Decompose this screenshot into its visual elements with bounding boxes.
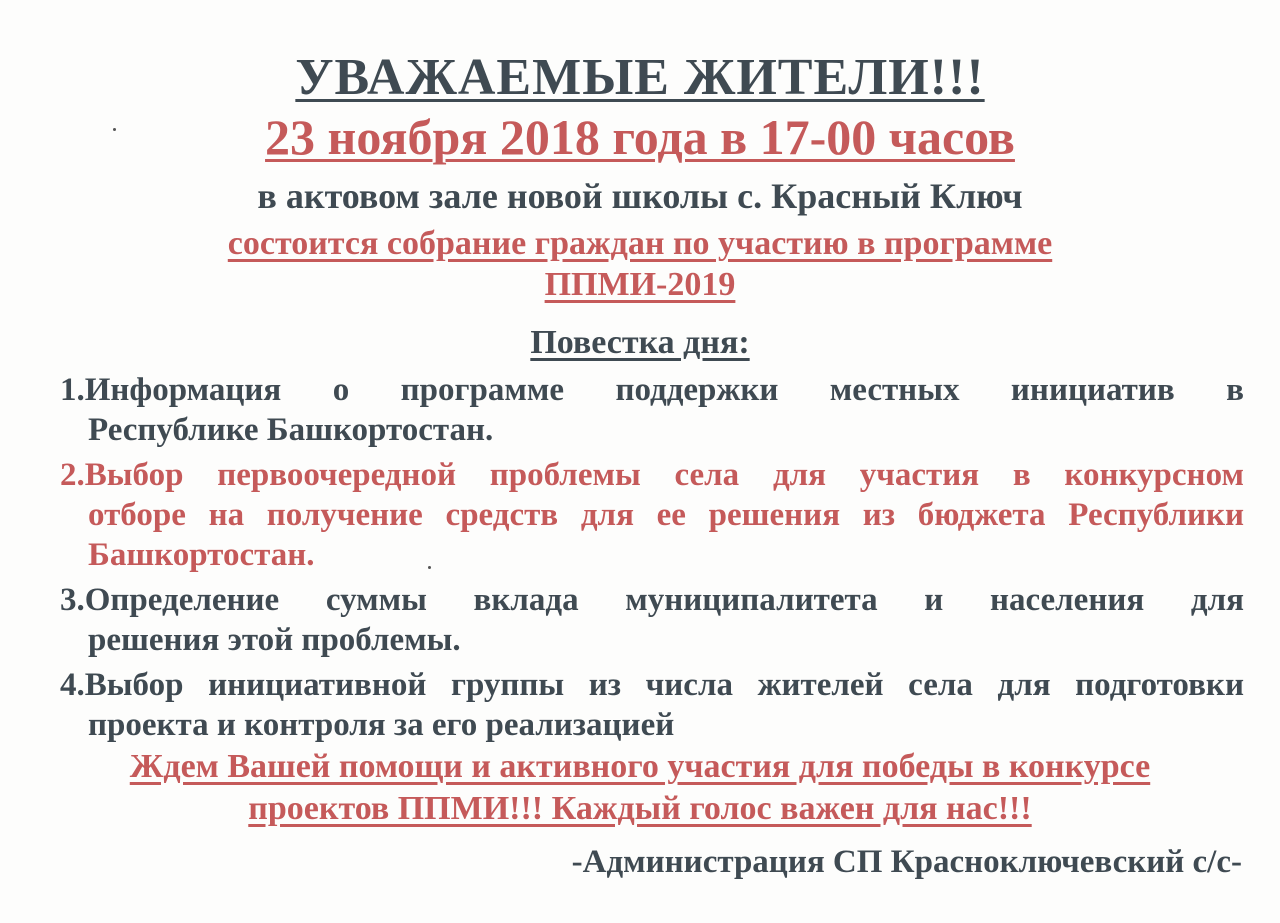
word: конкурсном [1064,457,1244,493]
word: в [1012,457,1031,493]
word: отборе [88,497,186,533]
notice-title: УВАЖАЕМЫЕ ЖИТЕЛИ!!! [295,49,985,106]
agenda-item-4-line-2: проекта и контроля за его реализацией [88,707,675,743]
word: из [862,497,896,533]
event-description-line-1: состоится собрание граждан по участию в программе [227,225,1053,262]
word: вклада [473,582,579,618]
agenda-item-1-line-2: Республике Башкортостан. [88,412,494,448]
agenda-item-3 [60,580,1244,660]
agenda-item-1 [60,370,1244,450]
word: для [997,667,1051,703]
word: на [208,497,245,533]
agenda-item-4-line-1 [60,665,1244,705]
word: 1.Информация [60,372,282,408]
word: для [580,497,634,533]
agenda-item-2-line-2 [60,495,1244,535]
agenda-item-2-line-3: Башкортостан. [88,537,315,573]
word: инициативной [208,667,427,703]
word: села [674,457,740,493]
meeting-date-time: 23 ноября 2018 года в 17-00 часов [265,109,1015,165]
word: для [1190,582,1244,618]
word: подготовки [1075,667,1244,703]
word: местных [829,372,960,408]
word: и [924,582,944,618]
agenda-item-2-line-1 [60,455,1244,495]
word: бюджета [917,497,1046,533]
word: муниципалитета [625,582,878,618]
word: инициатив [1010,372,1175,408]
word: ее [656,497,686,533]
agenda-item-3-line-1 [60,580,1244,620]
word: получение [266,497,423,533]
word: числа [645,667,733,703]
agenda-heading: Повестка дня: [530,324,750,361]
word: поддержки [615,372,779,408]
event-description-line-2: ППМИ-2019 [544,266,736,303]
word: населения [989,582,1145,618]
word: 2.Выбор [60,457,184,493]
word: проблемы [489,457,641,493]
call-to-action-line-1: Ждем Вашей помощи и активного участия для победы в конкурсе [129,748,1151,785]
word: из [588,667,622,703]
word: 4.Выбор [60,667,184,703]
scan-speck [428,566,431,569]
meeting-venue: в актовом зале новой школы с. Красный Ключ [257,176,1023,216]
word: средств [445,497,559,533]
word: участия [859,457,980,493]
signature: -Администрация СП Красноключевский с/с- [571,844,1242,880]
word: в [1226,372,1244,408]
word: суммы [325,582,427,618]
word: 3.Определение [60,582,280,618]
word: группы [450,667,565,703]
word: первоочередной [217,457,457,493]
word: программе [400,372,564,408]
agenda-item-3-line-2: решения этой проблемы. [88,622,461,658]
word: села [908,667,973,703]
word: о [332,372,350,408]
call-to-action-line-2: проектов ППМИ!!! Каждый голос важен для нас!!! [248,790,1032,827]
agenda-item-1-line-1 [60,370,1244,410]
agenda-item-4 [60,665,1244,745]
scan-speck [113,128,116,131]
word: жителей [757,667,884,703]
word: Республики [1068,497,1244,533]
agenda-item-2 [60,455,1244,575]
word: решения [708,497,841,533]
word: для [772,457,826,493]
